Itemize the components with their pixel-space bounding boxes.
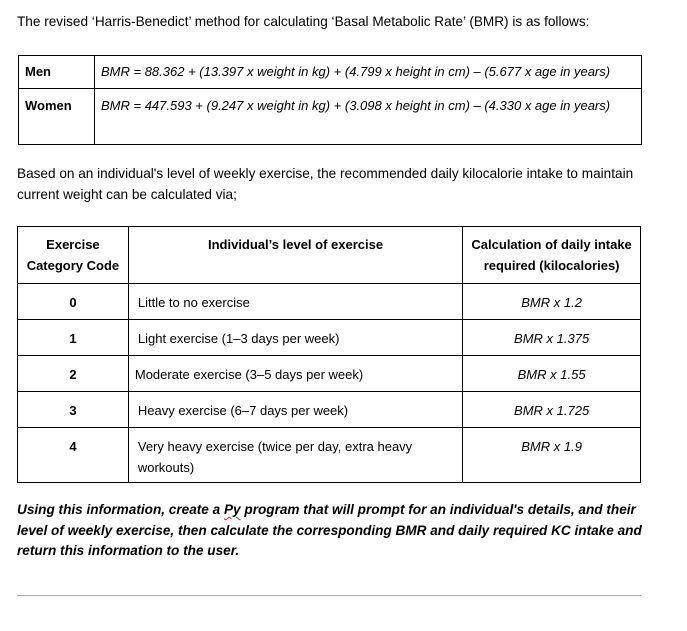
header-daily-intake: Calculation of daily intake required (kilocalories) <box>463 227 641 284</box>
table-row <box>19 89 642 145</box>
intake-calculation: BMR x 1.2 <box>463 284 641 320</box>
task-text-end: program that will prompt for an individual's details, and their level of weekly exercise, then calculate the corresponding BMR and daily required KC intake and return this information to the user. <box>17 502 642 558</box>
exercise-level: Little to no exercise <box>128 284 462 320</box>
intake-calculation: BMR x 1.55 <box>463 356 641 392</box>
bmr-formula-table <box>18 55 642 145</box>
horizontal-divider <box>17 595 641 596</box>
intake-calculation: BMR x 1.9 <box>463 428 641 483</box>
exercise-level: Moderate exercise (3–5 days per week) <box>128 356 462 392</box>
exercise-level: Very heavy exercise (twice per day, extra heavy workouts) <box>128 428 462 483</box>
bmr-label-women: Women <box>19 89 95 145</box>
instruction-paragraph: Based on an individual's level of weekly exercise, the recommended daily kilocalorie intake to maintain current weight can be calculated via; <box>17 166 634 202</box>
task-text-start: Using this information, create a <box>17 502 224 517</box>
category-code: 4 <box>18 428 129 483</box>
exercise-table <box>17 226 641 483</box>
spellcheck-flagged-word[interactable]: Py <box>223 502 241 517</box>
intake-calculation: BMR x 1.375 <box>463 320 641 356</box>
bmr-formula-women: BMR = 447.593 + (9.247 x weight in kg) + (3.098 x height in cm) – (4.330 x age in years) <box>95 89 642 145</box>
header-exercise-level: Individual’s level of exercise <box>128 227 462 284</box>
intro-text: The revised ‘Harris-Benedict’ method for calculating ‘Basal Metabolic Rate’ (BMR) is as follows: <box>17 14 590 29</box>
bmr-formula-men: BMR = 88.362 + (13.397 x weight in kg) + (4.799 x height in cm) – (5.677 x age in years) <box>95 56 642 89</box>
category-code: 2 <box>18 356 129 392</box>
intake-calculation: BMR x 1.725 <box>463 392 641 428</box>
exercise-level: Light exercise (1–3 days per week) <box>128 320 462 356</box>
table-row <box>18 392 641 428</box>
table-row <box>18 320 641 356</box>
table-header-row <box>18 227 641 284</box>
table-row <box>19 56 642 89</box>
header-category-code: Exercise Category Code <box>18 227 129 284</box>
table-row <box>18 428 641 483</box>
category-code: 1 <box>18 320 129 356</box>
task-instruction <box>17 500 657 562</box>
category-code: 0 <box>18 284 129 320</box>
category-code: 3 <box>18 392 129 428</box>
bmr-label-men: Men <box>19 56 95 89</box>
table-row <box>18 284 641 320</box>
table-row <box>18 356 641 392</box>
exercise-level: Heavy exercise (6–7 days per week) <box>128 392 462 428</box>
